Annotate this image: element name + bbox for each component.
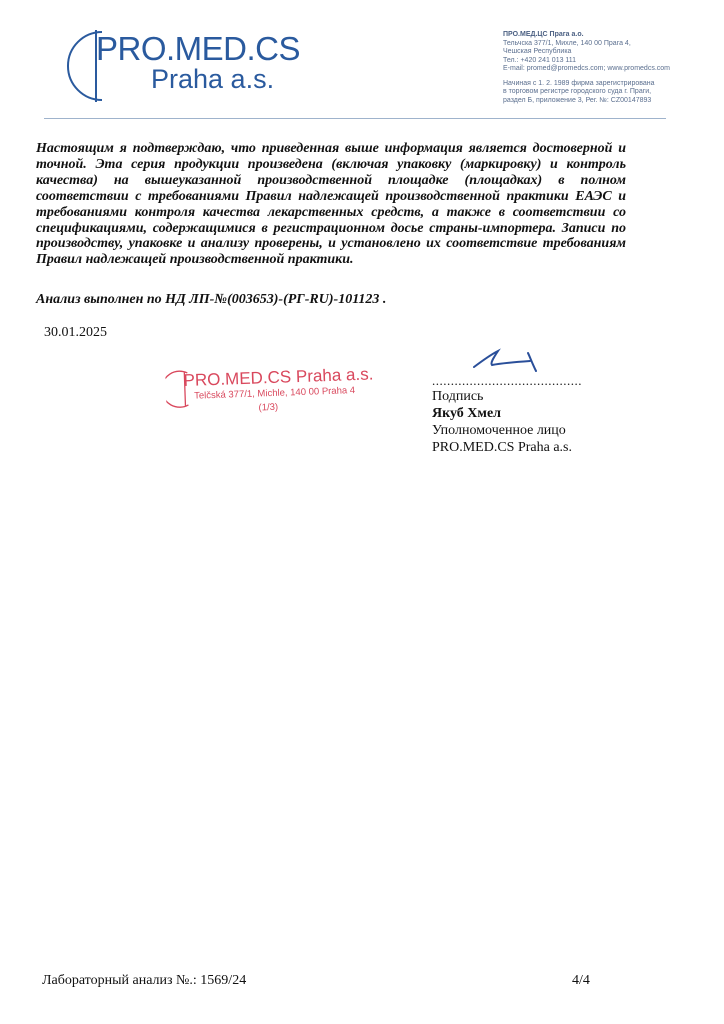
logo-wordmark-line2: Praha a.s.: [151, 64, 275, 94]
signature-line: ........................................: [432, 373, 582, 388]
stamp-address: Telčská 377/1, Michle, 140 00 Praha 4: [193, 385, 356, 402]
contact-phone: Тел.: +420 241 013 111: [503, 56, 577, 64]
signatory-name: Якуб Хмел: [432, 406, 502, 421]
certification-paragraph: Настоящим я подтверждаю, что приведенная выше информация является достоверной и точной. Эта серия продукции произведена (включая упаковку (маркировку) и контроль качества) на вышеуказанной производственной площадке (площадках) в полном соответствии с требованиями Правил надлежащей производственной практики ЕАЭС и требованиями контроля качества лекарственных средств, а также в соответствии со спецификациями, содержащимися в регистрационном досье страны-импортера. Записи по производству, упаковке и анализу проверены, и установлено их соответствие требованиям Правил надлежащей производственной практики.: [36, 141, 626, 268]
signatory-role: Уполномоченное лицо: [432, 423, 566, 438]
stamp-company-name: PRO.MED.CS Praha a.s.: [183, 364, 374, 391]
logo-wordmark-line1: PRO.MED.CS: [96, 30, 301, 67]
signatory-company: PRO.MED.CS Praha a.s.: [432, 440, 573, 455]
signature-label: Подпись: [432, 389, 484, 404]
contact-address-line2: Чешская Республика: [503, 48, 572, 55]
footer-lab-analysis-number: Лабораторный анализ №.: 1569/24: [42, 973, 247, 988]
contact-company: ПРО.МЕД.ЦС Прага а.о.: [503, 31, 584, 38]
footer-page-number: 4/4: [572, 973, 590, 988]
letterhead-contact-block: [503, 31, 703, 105]
company-stamp: [165, 362, 377, 419]
stamp-page-number: (1/3): [258, 401, 279, 414]
contact-registry-line3: раздел Б, приложение 3, Рег. №: CZ00147893: [503, 96, 652, 104]
analysis-statement: Анализ выполнен по НД ЛП-№(003653)-(РГ-RU)-101123 .: [36, 292, 387, 307]
document-date: 30.01.2025: [44, 325, 107, 340]
header-divider: [44, 118, 666, 119]
handwritten-signature: [468, 345, 548, 373]
contact-registry-line2: в торговом регистре городского суда г. Праги,: [503, 88, 652, 95]
contact-address-line1: Тельчска 377/1, Михле, 140 00 Прага 4,: [503, 39, 631, 47]
contact-registry-line1: Начиная с 1. 2. 1989 фирма зарегистрирована: [503, 79, 655, 87]
contact-email-web: E-mail: promed@promedcs.com; www.promedcs.com: [503, 65, 670, 72]
